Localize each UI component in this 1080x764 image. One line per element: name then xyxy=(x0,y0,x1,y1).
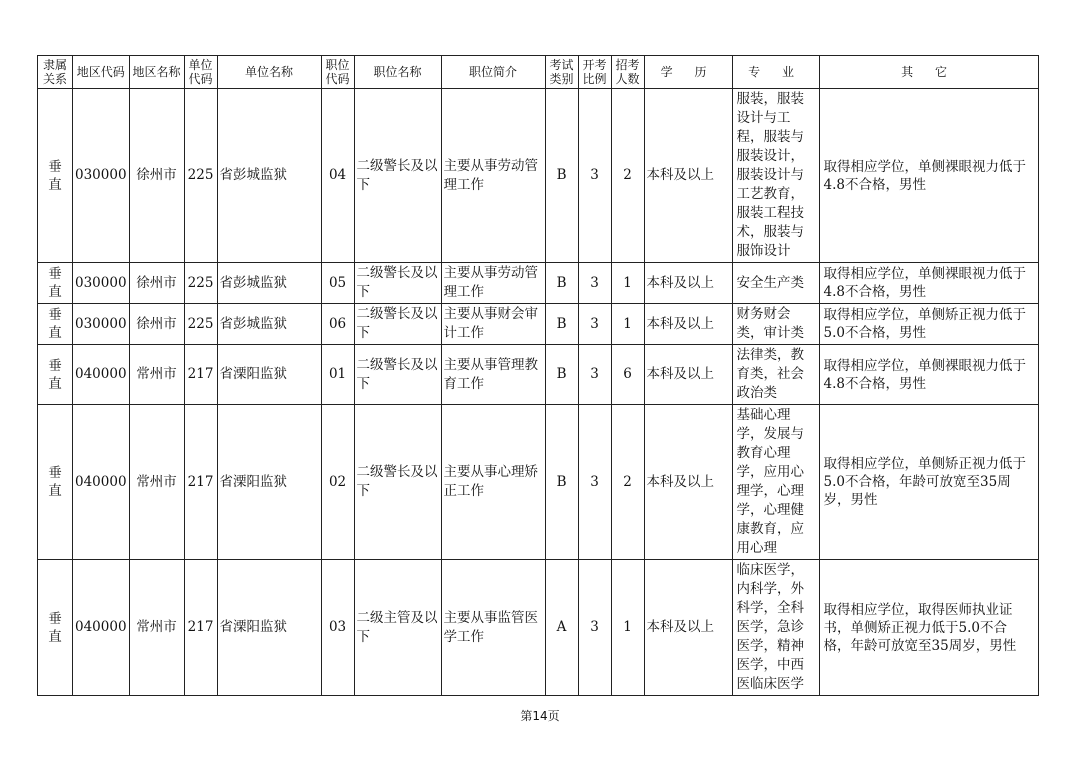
cell-ratio: 3 xyxy=(578,560,611,696)
cell-region-name: 常州市 xyxy=(129,345,184,405)
cell-post-name: 二级主管及以下 xyxy=(354,560,441,696)
cell-exam-type: A xyxy=(545,560,578,696)
cell-post-code: 01 xyxy=(321,345,354,405)
cell-major: 服装，服装设计与工程，服装与服装设计，服装设计与工艺教育，服装工程技术，服装与服饰设计 xyxy=(732,89,819,263)
cell-other: 取得相应学位，取得医师执业证书，单侧矫正视力低于5.0不合格，年龄可放宽至35周岁，男性 xyxy=(819,560,1038,696)
cell-region-name: 徐州市 xyxy=(129,304,184,345)
header-education: 学 历 xyxy=(644,56,732,89)
cell-post-desc: 主要从事心理矫正工作 xyxy=(441,405,545,560)
table-row xyxy=(38,89,1039,263)
cell-unit-code: 217 xyxy=(184,405,217,560)
cell-unit-code: 225 xyxy=(184,304,217,345)
cell-count: 1 xyxy=(611,560,644,696)
cell-unit-name: 省彭城监狱 xyxy=(217,89,321,263)
cell-unit-name: 省溧阳监狱 xyxy=(217,345,321,405)
cell-count: 2 xyxy=(611,89,644,263)
cell-region-code: 040000 xyxy=(73,405,130,560)
cell-region-code: 030000 xyxy=(73,263,130,304)
page-number: 第14页 xyxy=(520,709,560,723)
cell-ratio: 3 xyxy=(578,405,611,560)
cell-relation: 垂直 xyxy=(38,405,73,560)
header-post-desc: 职位简介 xyxy=(441,56,545,89)
recruitment-table-container xyxy=(37,55,1039,696)
cell-post-code: 02 xyxy=(321,405,354,560)
table-row xyxy=(38,263,1039,304)
header-other: 其 它 xyxy=(819,56,1038,89)
cell-post-code: 04 xyxy=(321,89,354,263)
cell-unit-code: 225 xyxy=(184,263,217,304)
cell-other: 取得相应学位，单侧裸眼视力低于4.8不合格，男性 xyxy=(819,345,1038,405)
cell-exam-type: B xyxy=(545,89,578,263)
header-unit-code: 单位代码 xyxy=(184,56,217,89)
cell-other: 取得相应学位，单侧矫正视力低于5.0不合格，男性 xyxy=(819,304,1038,345)
table-row xyxy=(38,560,1039,696)
cell-region-name: 常州市 xyxy=(129,560,184,696)
header-region-code: 地区代码 xyxy=(73,56,130,89)
cell-region-code: 030000 xyxy=(73,89,130,263)
header-count: 招考人数 xyxy=(611,56,644,89)
cell-ratio: 3 xyxy=(578,345,611,405)
cell-relation: 垂直 xyxy=(38,89,73,263)
cell-count: 2 xyxy=(611,405,644,560)
cell-region-name: 徐州市 xyxy=(129,263,184,304)
cell-relation: 垂直 xyxy=(38,345,73,405)
cell-post-name: 二级警长及以下 xyxy=(354,405,441,560)
cell-post-name: 二级警长及以下 xyxy=(354,304,441,345)
cell-post-desc: 主要从事监管医学工作 xyxy=(441,560,545,696)
cell-relation: 垂直 xyxy=(38,304,73,345)
cell-unit-code: 225 xyxy=(184,89,217,263)
cell-count: 1 xyxy=(611,263,644,304)
cell-major: 财务财会类，审计类 xyxy=(732,304,819,345)
cell-unit-name: 省溧阳监狱 xyxy=(217,560,321,696)
cell-education: 本科及以上 xyxy=(644,405,732,560)
cell-post-name: 二级警长及以下 xyxy=(354,263,441,304)
table-row xyxy=(38,405,1039,560)
cell-major: 基础心理学，发展与教育心理学，应用心理学，心理学，心理健康教育，应用心理 xyxy=(732,405,819,560)
cell-ratio: 3 xyxy=(578,263,611,304)
cell-ratio: 3 xyxy=(578,89,611,263)
cell-major: 法律类，教育类，社会政治类 xyxy=(732,345,819,405)
cell-unit-code: 217 xyxy=(184,560,217,696)
cell-unit-code: 217 xyxy=(184,345,217,405)
header-region-name: 地区名称 xyxy=(129,56,184,89)
cell-other: 取得相应学位，单侧裸眼视力低于4.8不合格，男性 xyxy=(819,263,1038,304)
cell-post-desc: 主要从事管理教育工作 xyxy=(441,345,545,405)
header-major: 专 业 xyxy=(732,56,819,89)
cell-education: 本科及以上 xyxy=(644,560,732,696)
cell-exam-type: B xyxy=(545,405,578,560)
cell-post-name: 二级警长及以下 xyxy=(354,345,441,405)
cell-unit-name: 省溧阳监狱 xyxy=(217,405,321,560)
cell-relation: 垂直 xyxy=(38,560,73,696)
header-post-code: 职位代码 xyxy=(321,56,354,89)
cell-post-name: 二级警长及以下 xyxy=(354,89,441,263)
cell-region-name: 常州市 xyxy=(129,405,184,560)
cell-education: 本科及以上 xyxy=(644,263,732,304)
cell-post-code: 06 xyxy=(321,304,354,345)
cell-count: 6 xyxy=(611,345,644,405)
table-row xyxy=(38,304,1039,345)
cell-exam-type: B xyxy=(545,345,578,405)
cell-ratio: 3 xyxy=(578,304,611,345)
cell-exam-type: B xyxy=(545,263,578,304)
cell-region-code: 040000 xyxy=(73,560,130,696)
cell-education: 本科及以上 xyxy=(644,89,732,263)
cell-major: 安全生产类 xyxy=(732,263,819,304)
header-relation: 隶属关系 xyxy=(38,56,73,89)
cell-education: 本科及以上 xyxy=(644,345,732,405)
cell-other: 取得相应学位，单侧裸眼视力低于4.8不合格，男性 xyxy=(819,89,1038,263)
cell-count: 1 xyxy=(611,304,644,345)
cell-other: 取得相应学位，单侧矫正视力低于5.0不合格，年龄可放宽至35周岁，男性 xyxy=(819,405,1038,560)
header-exam-type: 考试类别 xyxy=(545,56,578,89)
cell-region-name: 徐州市 xyxy=(129,89,184,263)
cell-relation: 垂直 xyxy=(38,263,73,304)
recruitment-table xyxy=(37,55,1039,696)
cell-post-desc: 主要从事劳动管理工作 xyxy=(441,263,545,304)
cell-post-code: 03 xyxy=(321,560,354,696)
header-unit-name: 单位名称 xyxy=(217,56,321,89)
cell-exam-type: B xyxy=(545,304,578,345)
cell-post-desc: 主要从事劳动管理工作 xyxy=(441,89,545,263)
cell-education: 本科及以上 xyxy=(644,304,732,345)
header-row xyxy=(38,56,1039,89)
cell-region-code: 040000 xyxy=(73,345,130,405)
cell-post-code: 05 xyxy=(321,263,354,304)
cell-unit-name: 省彭城监狱 xyxy=(217,263,321,304)
cell-unit-name: 省彭城监狱 xyxy=(217,304,321,345)
header-ratio: 开考比例 xyxy=(578,56,611,89)
cell-region-code: 030000 xyxy=(73,304,130,345)
table-row xyxy=(38,345,1039,405)
cell-post-desc: 主要从事财会审计工作 xyxy=(441,304,545,345)
header-post-name: 职位名称 xyxy=(354,56,441,89)
cell-major: 临床医学，内科学，外科学，全科医学，急诊医学，精神医学，中西医临床医学 xyxy=(732,560,819,696)
